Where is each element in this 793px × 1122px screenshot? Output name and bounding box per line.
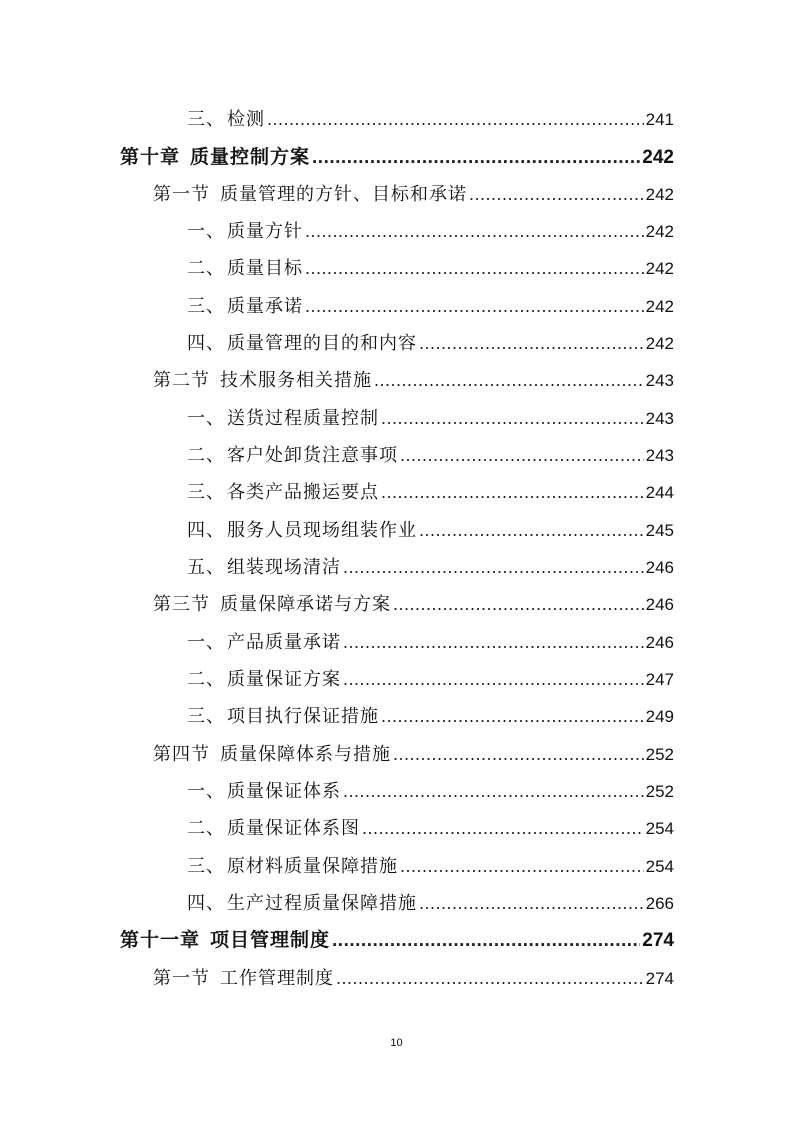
entry-title: 质量保障体系与措施 — [220, 744, 391, 765]
entry-number: 三、 — [187, 706, 225, 727]
dot-leader — [393, 740, 644, 768]
entry-number: 二、 — [187, 445, 225, 466]
dot-leader — [381, 702, 644, 730]
toc-entry[interactable] — [187, 852, 674, 880]
dot-leader — [312, 144, 640, 172]
toc-entry-section[interactable] — [153, 964, 674, 992]
dot-leader — [419, 516, 644, 544]
entry-page-number: 249 — [645, 707, 674, 726]
entry-page-number: 242 — [645, 259, 674, 278]
entry-number: 一、 — [187, 221, 225, 242]
entry-title: 客户处卸货注意事项 — [227, 445, 398, 466]
entry-page-number: 274 — [642, 930, 674, 951]
entry-title: 质量保障承诺与方案 — [220, 594, 391, 615]
entry-number: 第四节 — [153, 744, 210, 765]
dot-leader — [305, 292, 644, 320]
entry-number: 二、 — [187, 818, 225, 839]
entry-page-number: 266 — [645, 894, 674, 913]
entry-page-number: 254 — [645, 819, 674, 838]
entry-page-number: 245 — [645, 521, 674, 540]
dot-leader — [400, 852, 644, 880]
entry-title: 质量方针 — [227, 221, 303, 242]
entry-title: 质量保证体系 — [227, 781, 341, 802]
dot-leader — [343, 777, 644, 805]
toc-entry[interactable] — [187, 217, 674, 245]
entry-page-number: 246 — [645, 595, 674, 614]
toc-entry[interactable] — [187, 702, 674, 730]
dot-leader — [362, 814, 644, 842]
dot-leader — [419, 329, 644, 357]
entry-title: 项目管理制度 — [210, 929, 331, 951]
entry-title: 原材料质量保障措施 — [227, 856, 398, 877]
entry-page-number: 242 — [642, 147, 674, 168]
entry-number: 第一节 — [153, 968, 210, 989]
dot-leader — [267, 105, 644, 133]
entry-number: 一、 — [187, 408, 225, 429]
entry-page-number: 242 — [645, 297, 674, 316]
dot-leader — [400, 441, 644, 469]
entry-page-number: 243 — [645, 409, 674, 428]
dot-leader — [332, 927, 640, 955]
toc-entry[interactable] — [187, 628, 674, 656]
toc-entry[interactable] — [187, 553, 674, 581]
toc-entry-chapter[interactable] — [120, 926, 674, 954]
toc-entry-section[interactable] — [153, 740, 674, 768]
dot-leader — [381, 404, 644, 432]
entry-page-number: 243 — [645, 371, 674, 390]
entry-number: 一、 — [187, 781, 225, 802]
entry-number: 二、 — [187, 258, 225, 279]
entry-number: 第十一章 — [120, 929, 201, 951]
toc-entry[interactable] — [187, 777, 674, 805]
toc-entry-section[interactable] — [153, 180, 674, 208]
entry-page-number: 242 — [645, 222, 674, 241]
toc-entry[interactable] — [187, 404, 674, 432]
toc-entry[interactable] — [187, 441, 674, 469]
entry-number: 第二节 — [153, 370, 210, 391]
toc-entry-section[interactable] — [153, 366, 674, 394]
dot-leader — [343, 628, 644, 656]
entry-page-number: 244 — [645, 483, 674, 502]
dot-leader — [419, 889, 644, 917]
dot-leader — [305, 217, 644, 245]
dot-leader — [343, 665, 644, 693]
toc-entry[interactable] — [187, 516, 674, 544]
entry-title: 工作管理制度 — [220, 968, 334, 989]
entry-title: 质量控制方案 — [190, 146, 311, 168]
dot-leader — [374, 366, 644, 394]
dot-leader — [343, 553, 644, 581]
entry-page-number: 243 — [645, 446, 674, 465]
toc-entry[interactable] — [187, 889, 674, 917]
entry-page-number: 246 — [645, 633, 674, 652]
entry-page-number: 242 — [645, 185, 674, 204]
entry-page-number: 241 — [645, 110, 674, 129]
dot-leader — [469, 180, 644, 208]
entry-title: 质量管理的目的和内容 — [227, 333, 417, 354]
entry-title: 技术服务相关措施 — [220, 370, 372, 391]
entry-title: 质量保证方案 — [227, 669, 341, 690]
toc-entry-section[interactable] — [153, 590, 674, 618]
entry-title: 质量管理的方针、目标和承诺 — [220, 184, 467, 205]
entry-number: 五、 — [187, 557, 225, 578]
page-number: 10 — [390, 1037, 403, 1049]
entry-page-number: 246 — [645, 558, 674, 577]
entry-title: 项目执行保证措施 — [227, 706, 379, 727]
entry-title: 质量目标 — [227, 258, 303, 279]
dot-leader — [305, 254, 644, 282]
entry-number: 一、 — [187, 632, 225, 653]
entry-number: 三、 — [187, 856, 225, 877]
toc-entry[interactable] — [187, 814, 674, 842]
toc-entry[interactable] — [187, 665, 674, 693]
entry-number: 第一节 — [153, 184, 210, 205]
toc-entry[interactable] — [187, 329, 674, 357]
entry-title: 质量保证体系图 — [227, 818, 360, 839]
entry-page-number: 242 — [645, 334, 674, 353]
entry-title: 送货过程质量控制 — [227, 408, 379, 429]
toc-entry[interactable] — [187, 105, 674, 133]
entry-number: 三、 — [187, 296, 225, 317]
entry-page-number: 247 — [645, 670, 674, 689]
entry-title: 组装现场清洁 — [227, 557, 341, 578]
entry-title: 生产过程质量保障措施 — [227, 893, 417, 914]
dot-leader — [381, 478, 644, 506]
entry-number: 三、 — [187, 482, 225, 503]
toc-entry[interactable] — [187, 478, 674, 506]
entry-title: 产品质量承诺 — [227, 632, 341, 653]
entry-number: 三、 — [187, 109, 225, 130]
entry-title: 质量承诺 — [227, 296, 303, 317]
toc-entry[interactable] — [187, 254, 674, 282]
entry-page-number: 252 — [645, 745, 674, 764]
entry-number: 二、 — [187, 669, 225, 690]
entry-page-number: 254 — [645, 857, 674, 876]
entry-page-number: 252 — [645, 782, 674, 801]
entry-number: 四、 — [187, 333, 225, 354]
toc-entry[interactable] — [187, 292, 674, 320]
entry-number: 第十章 — [120, 146, 181, 168]
entry-number: 四、 — [187, 893, 225, 914]
dot-leader — [336, 964, 644, 992]
entry-title: 各类产品搬运要点 — [227, 482, 379, 503]
toc-entry-chapter[interactable] — [120, 143, 674, 171]
dot-leader — [393, 590, 644, 618]
entry-title: 服务人员现场组装作业 — [227, 520, 417, 541]
entry-page-number: 274 — [645, 969, 674, 988]
entry-number: 第三节 — [153, 594, 210, 615]
entry-title: 检测 — [227, 109, 265, 130]
entry-number: 四、 — [187, 520, 225, 541]
